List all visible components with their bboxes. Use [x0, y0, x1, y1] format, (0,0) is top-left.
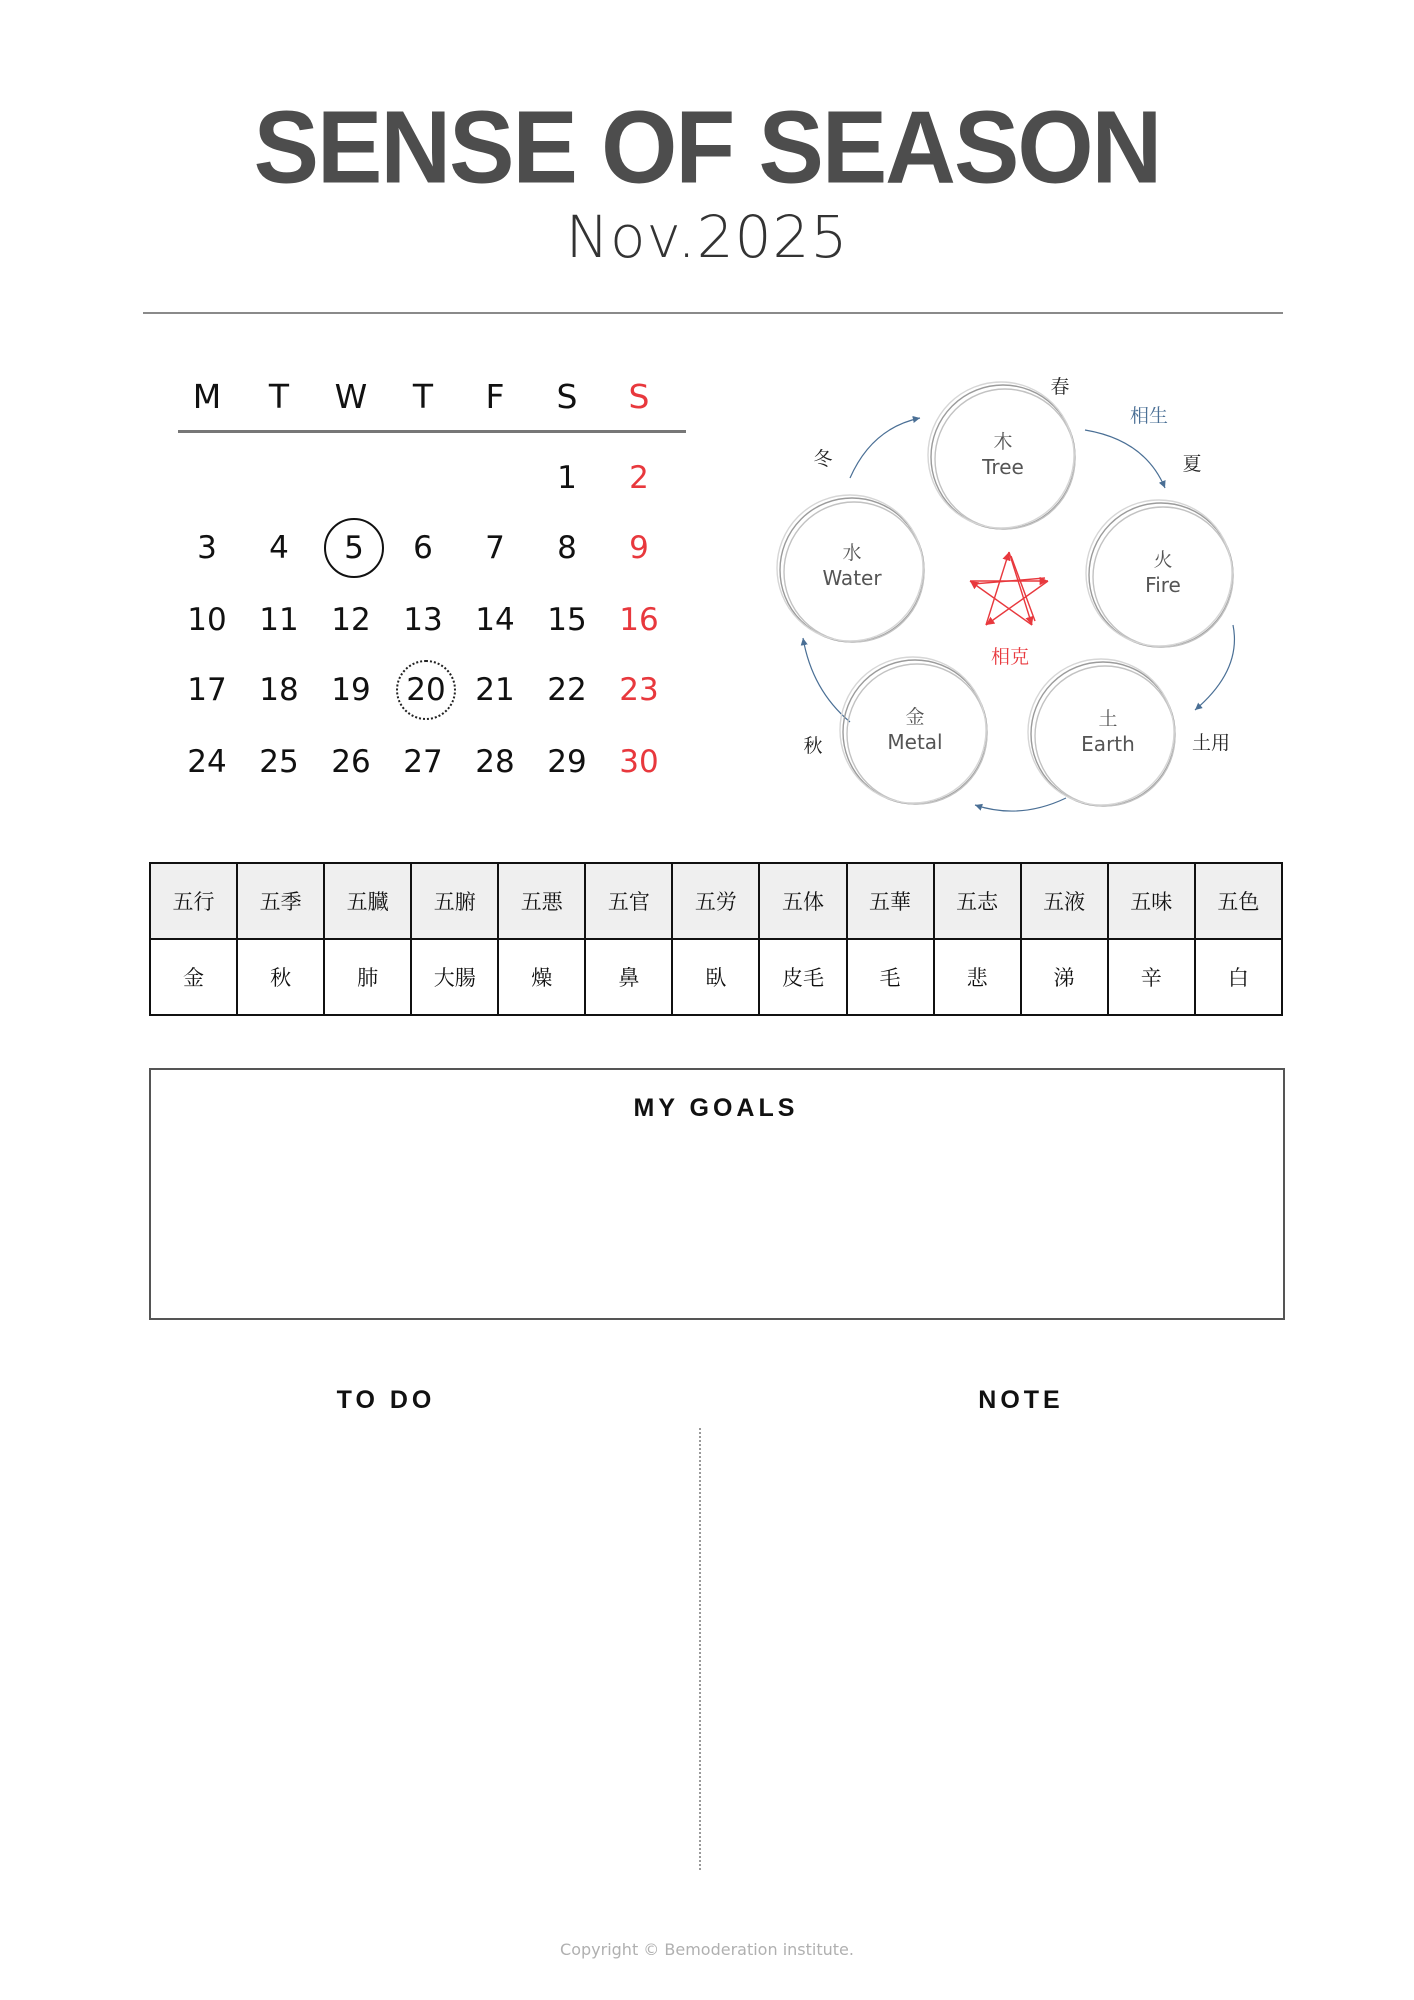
controlling-label: 相克 — [990, 646, 1030, 668]
todo-area[interactable] — [149, 1428, 689, 1870]
table-cell: 毛 — [847, 939, 934, 1015]
table-header-cell: 五悪 — [498, 863, 585, 939]
fire-label: Fire — [1145, 573, 1181, 597]
table-cell: 燥 — [498, 939, 585, 1015]
calendar-day: 30 — [619, 744, 659, 780]
calendar-day: 6 — [413, 530, 433, 566]
page-title: SENSE OF SEASON — [253, 89, 1161, 205]
table-cell: 皮毛 — [759, 939, 846, 1015]
season-summer: 夏 — [1182, 453, 1202, 475]
month-subtitle: Nov.2025 — [565, 203, 849, 271]
title-divider — [143, 312, 1283, 314]
five-elements-table — [149, 862, 1283, 1016]
water-label: Water — [822, 566, 882, 590]
table-cell: 悲 — [934, 939, 1021, 1015]
table-cell: 大腸 — [411, 939, 498, 1015]
arrow-tree-to-fire — [1085, 430, 1165, 488]
arrow-earth-to-metal — [975, 798, 1066, 811]
calendar-day: 21 — [475, 672, 515, 708]
arrow-fire-to-earth — [1195, 625, 1234, 710]
calendar-day: 18 — [259, 672, 299, 708]
calendar-day: 11 — [259, 602, 299, 638]
season-autumn: 秋 — [803, 735, 823, 757]
table-header-cell: 五志 — [934, 863, 1021, 939]
calendar-day: 29 — [547, 744, 587, 780]
calendar-day: 15 — [547, 602, 587, 638]
table-cell: 臥 — [672, 939, 759, 1015]
calendar-day: 13 — [403, 602, 443, 638]
calendar-divider — [178, 430, 686, 433]
todo-title: TO DO — [336, 1386, 436, 1414]
calendar-day: 14 — [475, 602, 515, 638]
table-header-cell: 五味 — [1108, 863, 1195, 939]
calendar-day: 4 — [269, 530, 289, 566]
weekday-thu: T — [412, 377, 434, 416]
water-kanji: 水 — [842, 542, 862, 564]
arrow-water-to-tree — [850, 418, 920, 478]
fire-kanji: 火 — [1153, 549, 1173, 571]
calendar-day: 20 — [406, 672, 446, 708]
weekday-sun: S — [628, 377, 650, 416]
calendar-day: 10 — [187, 602, 227, 638]
calendar-day: 22 — [547, 672, 587, 708]
goals-title: MY GOALS — [633, 1094, 799, 1122]
table-header-cell: 五体 — [759, 863, 846, 939]
five-elements-diagram — [760, 370, 1300, 830]
column-divider — [699, 1428, 701, 1870]
controlling-cycle-star — [970, 552, 1048, 625]
calendar-day: 1 — [557, 460, 577, 496]
calendar-day: 19 — [331, 672, 371, 708]
metal-label: Metal — [887, 730, 943, 754]
generating-label: 相生 — [1129, 405, 1169, 427]
table-cell: 鼻 — [585, 939, 672, 1015]
calendar-day: 5 — [344, 530, 364, 566]
calendar-day: 7 — [485, 530, 505, 566]
weekday-mon: M — [192, 377, 222, 416]
table-cell: 秋 — [237, 939, 324, 1015]
table-header-cell: 五臓 — [324, 863, 411, 939]
calendar-day: 9 — [629, 530, 649, 566]
table-cell: 辛 — [1108, 939, 1195, 1015]
earth-kanji: 土 — [1098, 708, 1118, 730]
weekday-wed: W — [334, 377, 368, 416]
weekday-sat: S — [556, 377, 578, 416]
table-header-cell: 五腑 — [411, 863, 498, 939]
table-header-cell: 五液 — [1021, 863, 1108, 939]
table-header-cell: 五華 — [847, 863, 934, 939]
calendar-day: 16 — [619, 602, 659, 638]
tree-kanji: 木 — [993, 431, 1013, 453]
calendar-day: 23 — [619, 672, 659, 708]
tree-label: Tree — [982, 455, 1024, 479]
table-header-cell: 五労 — [672, 863, 759, 939]
table-header-cell: 五季 — [237, 863, 324, 939]
weekday-fri: F — [485, 377, 505, 416]
calendar-day: 2 — [629, 460, 649, 496]
calendar-day: 12 — [331, 602, 371, 638]
season-doyo: 土用 — [1191, 732, 1231, 754]
metal-kanji: 金 — [905, 706, 925, 728]
table-cell: 白 — [1195, 939, 1282, 1015]
table-row — [150, 939, 1282, 1015]
calendar-day: 24 — [187, 744, 227, 780]
table-header-row — [150, 863, 1282, 939]
calendar-day: 3 — [197, 530, 217, 566]
calendar-day: 28 — [475, 744, 515, 780]
note-title: NOTE — [978, 1386, 1064, 1414]
earth-label: Earth — [1081, 732, 1135, 756]
table-header-cell: 五色 — [1195, 863, 1282, 939]
table-cell: 涕 — [1021, 939, 1108, 1015]
calendar-day: 25 — [259, 744, 299, 780]
note-area[interactable] — [712, 1428, 1282, 1870]
season-winter: 冬 — [813, 448, 833, 470]
season-spring: 春 — [1050, 376, 1070, 398]
table-cell: 金 — [150, 939, 237, 1015]
table-cell: 肺 — [324, 939, 411, 1015]
table-header-cell: 五行 — [150, 863, 237, 939]
calendar-day: 27 — [403, 744, 443, 780]
weekday-tue: T — [268, 377, 290, 416]
calendar-day: 8 — [557, 530, 577, 566]
calendar-day: 17 — [187, 672, 227, 708]
calendar-day: 26 — [331, 744, 371, 780]
table-header-cell: 五官 — [585, 863, 672, 939]
copyright-footer: Copyright © Bemoderation institute. — [560, 1940, 854, 1959]
